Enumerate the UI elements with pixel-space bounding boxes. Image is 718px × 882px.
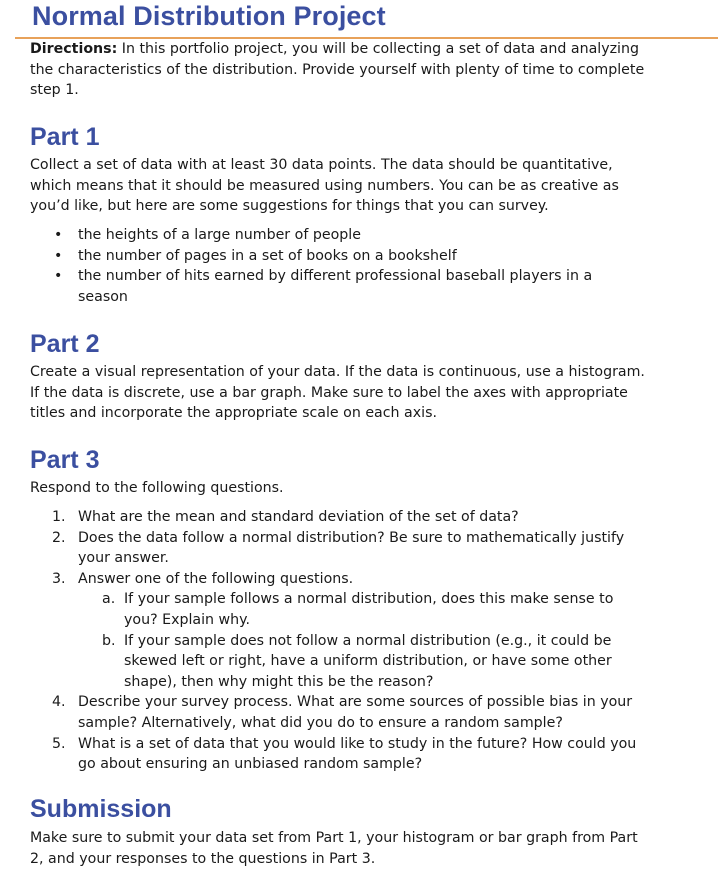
bullet-icon: • bbox=[54, 268, 63, 285]
submission-heading: Submission bbox=[30, 795, 172, 823]
list-item bbox=[52, 246, 632, 267]
directions-label: Directions: bbox=[30, 41, 118, 57]
part2-heading: Part 2 bbox=[30, 330, 100, 358]
part1-suggestions-list bbox=[52, 225, 632, 307]
sub-question-item bbox=[78, 631, 646, 693]
bullet-icon: • bbox=[54, 247, 63, 264]
sub-question-letter: b. bbox=[102, 632, 116, 649]
question-number: 5. bbox=[52, 735, 66, 752]
list-item bbox=[52, 266, 618, 307]
question-number: 1. bbox=[52, 509, 66, 525]
question-item bbox=[52, 734, 658, 775]
sub-question-text: If your sample follows a normal distribution, does this make sense to you? Explain why. bbox=[124, 591, 614, 628]
part3-intro: Respond to the following questions. bbox=[30, 480, 284, 496]
question-item bbox=[52, 692, 648, 733]
part1-paragraph: Collect a set of data with at least 30 data points. The data should be quantitative, which means that it should be measured using numbers. You can be as creative as you’d like, but here are some suggestions for things that you can survey. bbox=[30, 157, 619, 215]
question-number: 4. bbox=[52, 694, 66, 711]
part3-questions-list bbox=[52, 507, 652, 775]
question-number: 3. bbox=[52, 570, 66, 587]
question-text: Answer one of the following questions. bbox=[78, 570, 354, 587]
list-item bbox=[52, 225, 632, 246]
question-item bbox=[52, 528, 646, 569]
question-text: Does the data follow a normal distribution? Be sure to mathematically justify your answer. bbox=[78, 529, 625, 567]
directions-paragraph bbox=[30, 39, 660, 101]
part3-heading: Part 3 bbox=[30, 446, 100, 474]
part1-heading: Part 1 bbox=[30, 123, 100, 151]
sub-question-letter: a. bbox=[102, 591, 116, 608]
question-text: What is a set of data that you would like to study in the future? How could you go about ensuring an unbiased random sample? bbox=[78, 735, 637, 773]
page-title: Normal Distribution Project bbox=[32, 1, 386, 31]
sub-question-text: If your sample does not follow a normal distribution (e.g., it could be skewed left or right, have a uniform distribution, or have some other shape), then why might this be the reason? bbox=[124, 632, 612, 690]
question-item bbox=[52, 507, 652, 528]
sub-questions-list bbox=[78, 589, 652, 692]
list-item-text: the heights of a large number of people bbox=[78, 227, 361, 243]
directions-text: In this portfolio project, you will be collecting a set of data and analyzing the characteristics of the distribution. Provide yourself with plenty of time to complete step 1. bbox=[30, 41, 645, 99]
question-number: 2. bbox=[52, 529, 66, 546]
list-item-text: the number of pages in a set of books on a bookshelf bbox=[78, 247, 457, 264]
sub-question-item bbox=[78, 589, 646, 630]
submission-paragraph: Make sure to submit your data set from Part 1, your histogram or bar graph from Part 2, and your responses to the questions in Part 3. bbox=[30, 830, 638, 867]
bullet-icon: • bbox=[54, 227, 63, 243]
question-text: Describe your survey process. What are some sources of possible bias in your sample? Alternatively, what did you do to ensure a random sample? bbox=[78, 694, 633, 731]
part2-paragraph: Create a visual representation of your data. If the data is continuous, use a histogram. If the data is discrete, use a bar graph. Make sure to label the axes with appropriate titles and incorporate the appropriate scale on each axis. bbox=[30, 364, 645, 422]
list-item-text: the number of hits earned by different professional baseball players in a season bbox=[78, 268, 593, 305]
question-item bbox=[52, 569, 652, 693]
question-text: What are the mean and standard deviation of the set of data? bbox=[78, 509, 519, 525]
